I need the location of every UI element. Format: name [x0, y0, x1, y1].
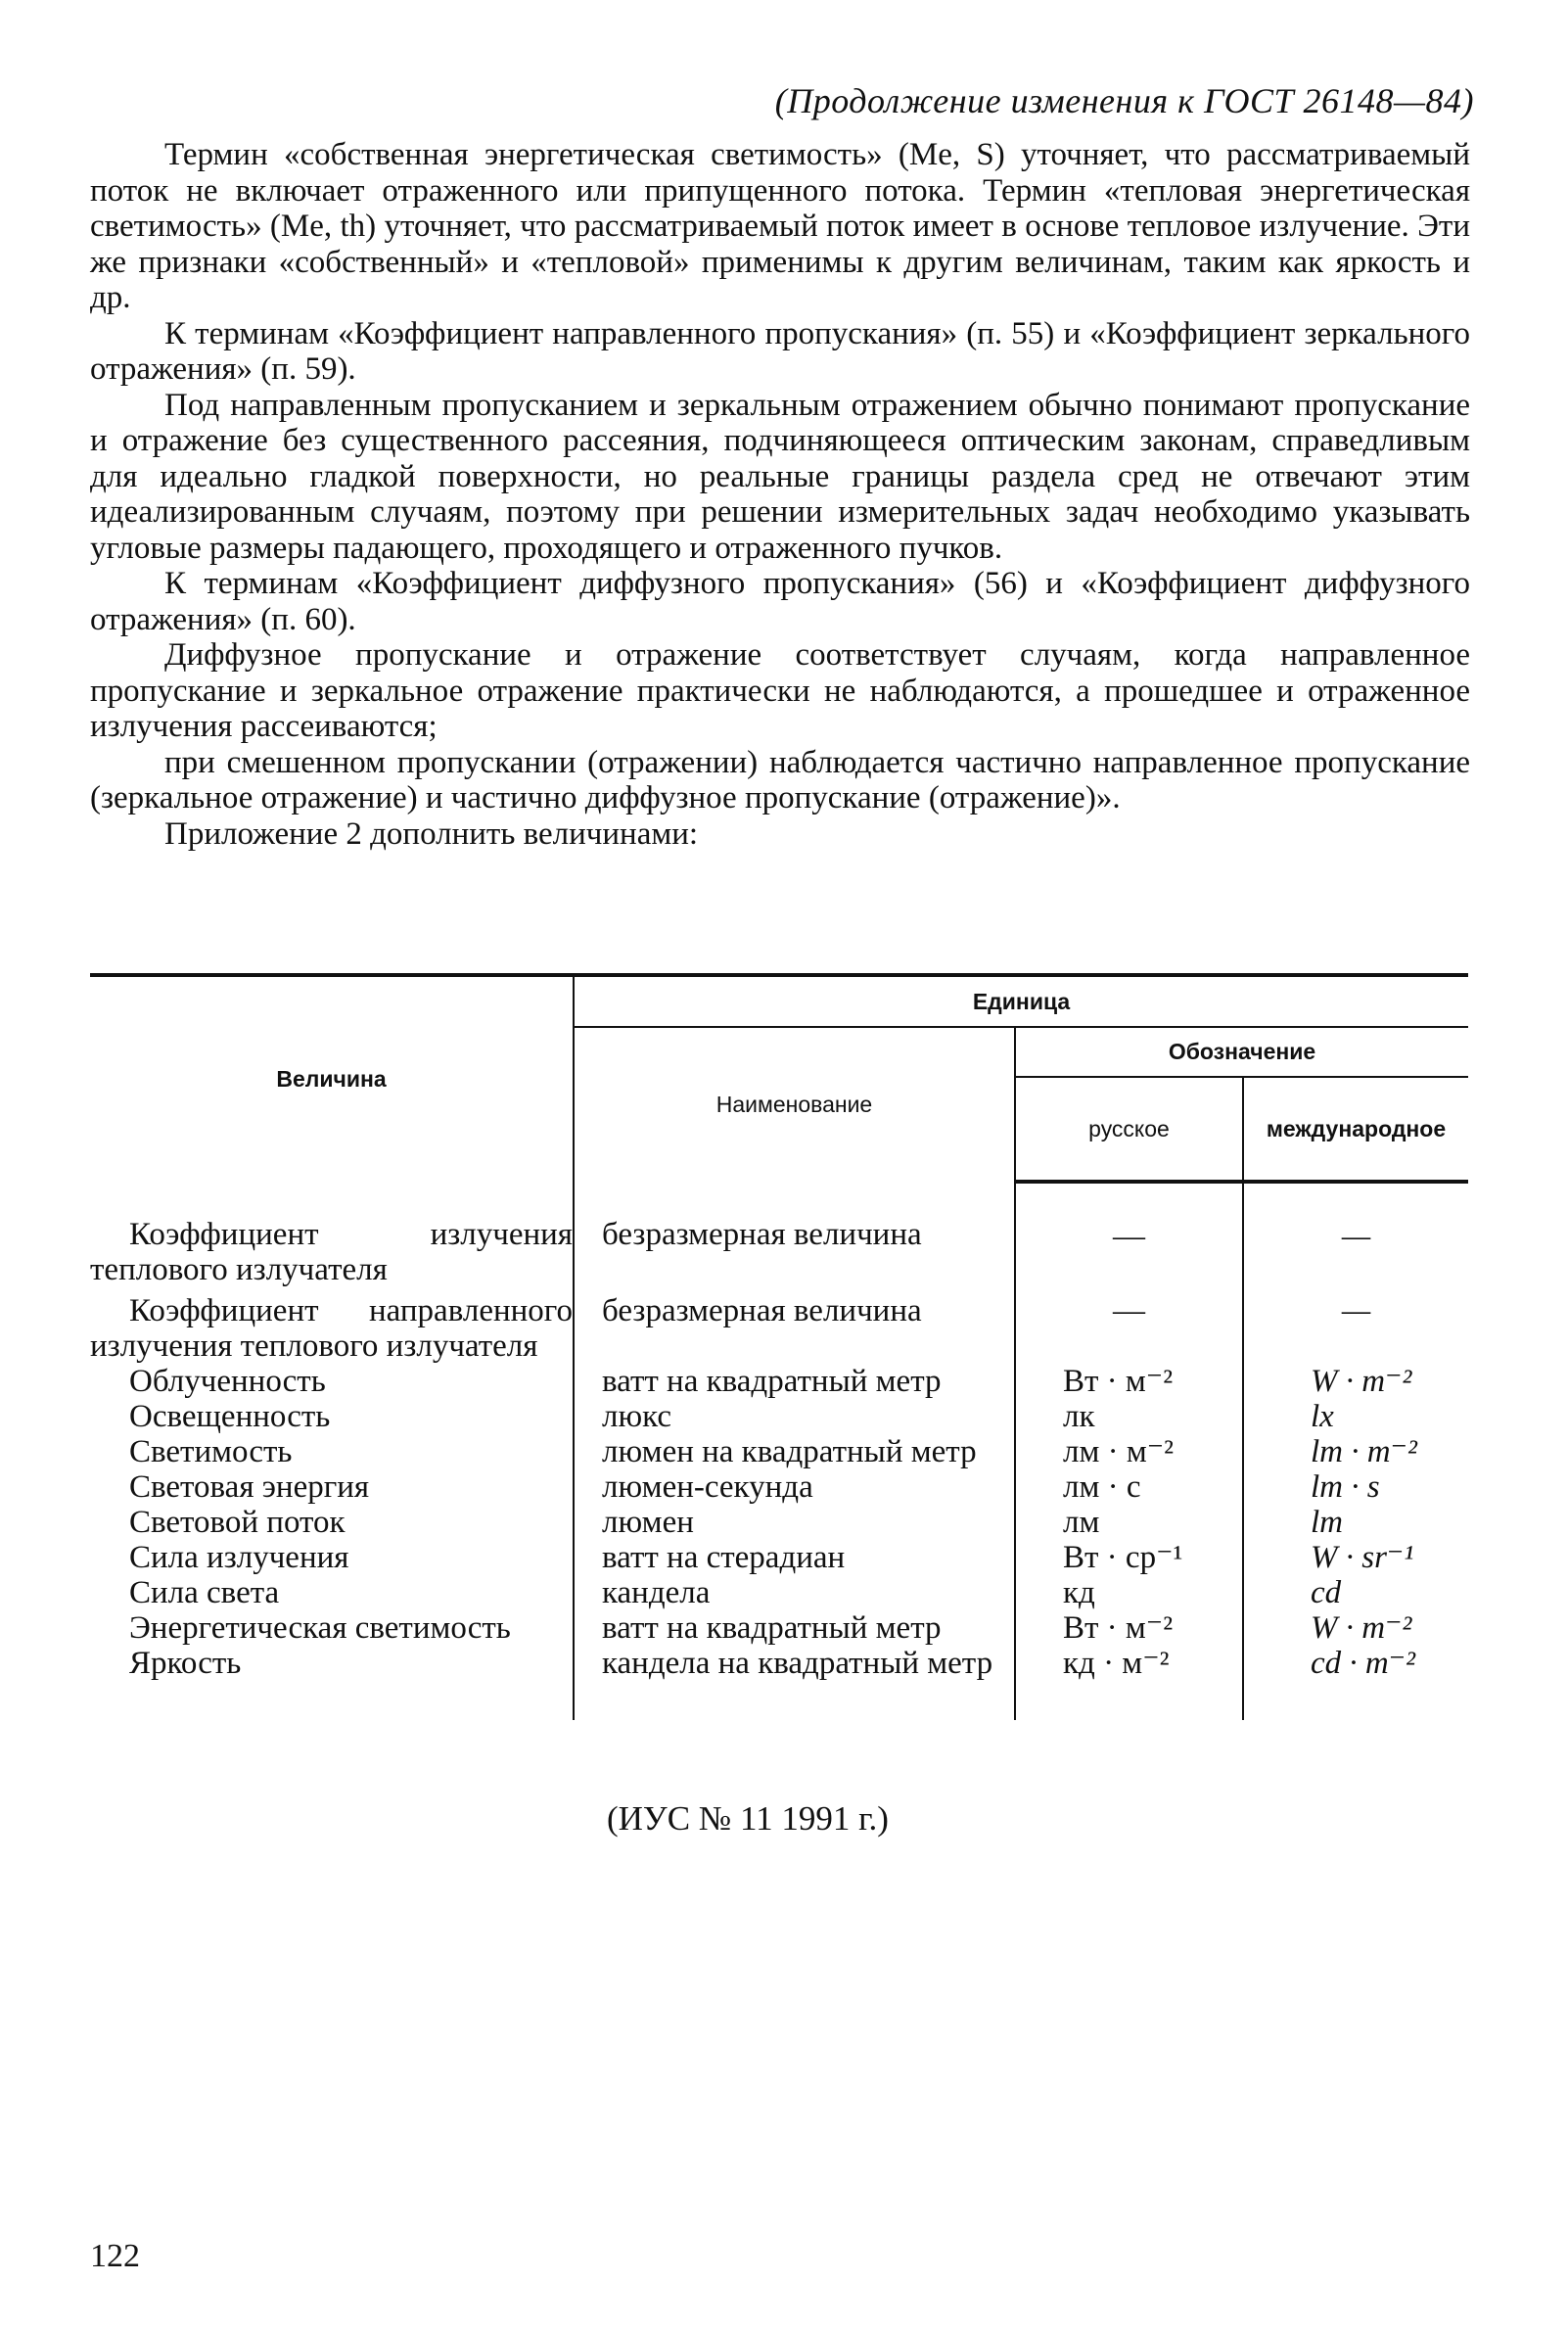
table-row — [90, 1287, 1468, 1364]
unit-name-cell: ватт на стерадиан — [574, 1540, 1015, 1575]
header-designation: Обозначение — [1015, 1027, 1468, 1077]
quantity-cell: Сила света — [129, 1575, 280, 1610]
quantity-cell: Облученность — [129, 1364, 326, 1399]
quantity-cell: Светимость — [129, 1434, 293, 1469]
quantity-cell: Яркость — [129, 1646, 242, 1681]
ru-symbol-cell: кд · м⁻² — [1015, 1646, 1243, 1720]
table-row — [90, 1575, 1468, 1610]
units-table — [90, 973, 1468, 1720]
paragraph: при смешенном пропускании (отражении) наблюдается частично направленное пропускание (зеркальное отражение) и частично диффузное пропускание (отражение)». — [90, 744, 1470, 815]
intl-symbol-cell: lx — [1243, 1399, 1468, 1434]
header-name: Наименование — [574, 1027, 1015, 1182]
quantity-cell: Световая энергия — [129, 1469, 370, 1505]
unit-name-cell: кандела на квадратный метр — [574, 1646, 1015, 1720]
quantity-cell: Энергетическая светимость — [129, 1610, 511, 1646]
intl-symbol-cell: — — [1243, 1287, 1468, 1364]
unit-name-cell: кандела — [574, 1575, 1015, 1610]
header-international: международное — [1243, 1077, 1468, 1182]
unit-name-cell: ватт на квадратный метр — [574, 1364, 1015, 1399]
ru-symbol-cell: Вт · ср⁻¹ — [1015, 1540, 1243, 1575]
intl-symbol-cell: lm — [1243, 1505, 1468, 1540]
ru-symbol-cell: кд — [1015, 1575, 1243, 1610]
ru-symbol-cell: — — [1015, 1287, 1243, 1364]
table-row — [90, 1399, 1468, 1434]
intl-symbol-cell: W · m⁻² — [1243, 1364, 1468, 1399]
ru-symbol-cell: лм · м⁻² — [1015, 1434, 1243, 1469]
unit-name-cell: люмен на квадратный метр — [574, 1434, 1015, 1469]
ru-symbol-cell: Вт · м⁻² — [1015, 1364, 1243, 1399]
quantity-cell: Освещенность — [129, 1399, 331, 1434]
ru-symbol-cell: лм · с — [1015, 1469, 1243, 1505]
paragraph: К терминам «Коэффициент диффузного пропускания» (56) и «Коэффициент диффузного отражения» (п. 60). — [90, 566, 1470, 637]
page-number: 122 — [90, 2238, 140, 2274]
quantity-cell: Сила излучения — [129, 1540, 349, 1575]
header-unit: Единица — [574, 975, 1468, 1027]
paragraph: Приложение 2 дополнить величинами: — [164, 815, 699, 852]
unit-name-cell: безразмерная величина — [574, 1182, 1015, 1287]
source-reference: (ИУС № 11 1991 г.) — [607, 1799, 889, 1838]
quantity-cell: Световой поток — [129, 1505, 346, 1540]
quantity-cell: Коэффициент направленного излучения теплового излучателя — [90, 1293, 573, 1364]
table-row — [90, 1434, 1468, 1469]
paragraph: Диффузное пропускание и отражение соответствует случаям, когда направленное пропускание и зеркальное отражение практически не наблюдаются, а прошедшее и отраженное излучения рассеиваются; — [90, 637, 1470, 744]
running-head: (Продолжение изменения к ГОСТ 26148—84) — [774, 81, 1474, 120]
ru-symbol-cell: лк — [1015, 1399, 1243, 1434]
unit-name-cell: люкс — [574, 1399, 1015, 1434]
unit-name-cell: ватт на квадратный метр — [574, 1610, 1015, 1646]
intl-symbol-cell: W · m⁻² — [1243, 1610, 1468, 1646]
unit-name-cell: люмен — [574, 1505, 1015, 1540]
ru-symbol-cell: Вт · м⁻² — [1015, 1610, 1243, 1646]
header-quantity: Величина — [90, 975, 574, 1182]
intl-symbol-cell: lm · s — [1243, 1469, 1468, 1505]
ru-symbol-cell: — — [1015, 1182, 1243, 1287]
table-row — [90, 1646, 1468, 1720]
table-row — [90, 1540, 1468, 1575]
table-row — [90, 1469, 1468, 1505]
table-row — [90, 1505, 1468, 1540]
header-russian: русское — [1015, 1077, 1243, 1182]
unit-name-cell: люмен-секунда — [574, 1469, 1015, 1505]
body-text — [90, 137, 1470, 852]
intl-symbol-cell: cd — [1243, 1575, 1468, 1610]
intl-symbol-cell: — — [1243, 1182, 1468, 1287]
unit-name-cell: безразмерная величина — [574, 1287, 1015, 1364]
table-row — [90, 1182, 1468, 1287]
table-row — [90, 1364, 1468, 1399]
paragraph: К терминам «Коэффициент направленного пропускания» (п. 55) и «Коэффициент зеркального отражения» (п. 59). — [90, 315, 1470, 387]
intl-symbol-cell: W · sr⁻¹ — [1243, 1540, 1468, 1575]
paragraph: Под направленным пропусканием и зеркальным отражением обычно понимают пропускание и отражение без существенного рассеяния, подчиняющееся оптическим законам, справедливым для идеально гладкой поверхности, но реальные границы раздела сред не отвечают этим идеализированным случаям, поэтому при решении измерительных задач необходимо указывать угловые размеры падающего, проходящего и отраженного пучков. — [90, 387, 1470, 566]
intl-symbol-cell: cd · m⁻² — [1243, 1646, 1468, 1720]
intl-symbol-cell: lm · m⁻² — [1243, 1434, 1468, 1469]
ru-symbol-cell: лм — [1015, 1505, 1243, 1540]
table-row — [90, 1610, 1468, 1646]
paragraph: Термин «собственная энергетическая светимость» (Me, S) уточняет, что рассматриваемый поток не включает отраженного или припущенного потока. Термин «тепловая энергетическая светимость» (Me, th) уточняет, что рассматриваемый поток имеет в основе тепловое излучение. Эти же признаки «собственный» и «тепловой» применимы к другим величинам, таким как яркость и др. — [90, 137, 1470, 315]
quantity-cell: Коэффициент излучения теплового излучателя — [90, 1217, 573, 1287]
